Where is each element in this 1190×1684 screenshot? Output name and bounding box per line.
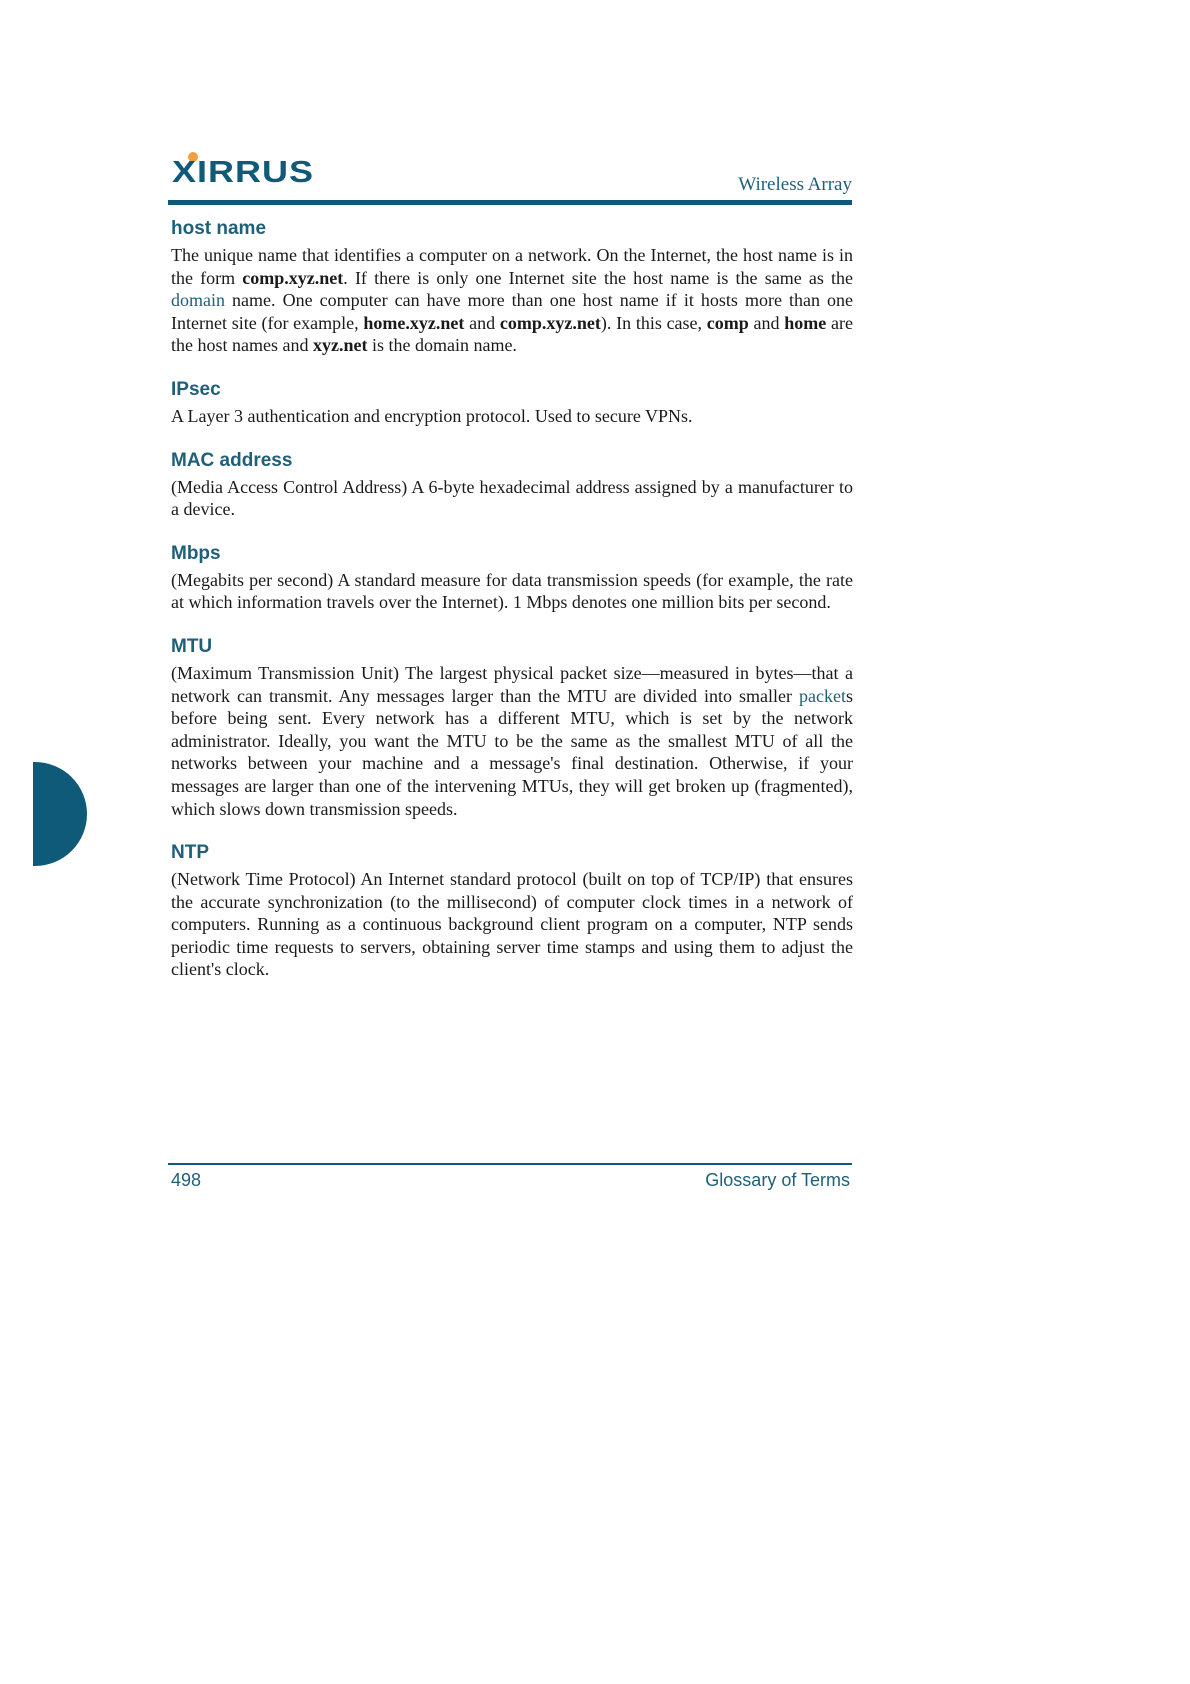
bold-text: home.xyz.net — [363, 312, 465, 333]
glossary-entry — [171, 379, 853, 428]
definition-text: s before being sent. Every network has a different MTU, which is set by the network administrator. Ideally, you want the MTU to be the same as the smallest MTU of all the networks between your machine and a message's final destination. Otherwise, if your messages are larger than one of the intervening MTUs, they will get broken up (fragmented), which slows down transmission speeds. — [171, 685, 853, 819]
cross-reference-link[interactable]: packet — [799, 685, 846, 706]
term-heading: host name — [171, 218, 267, 239]
bold-text: home — [784, 312, 827, 333]
term-heading: NTP — [171, 842, 209, 864]
glossary-entry — [171, 842, 853, 981]
definition-text: and — [464, 312, 500, 333]
term-heading: Mbps — [171, 542, 221, 564]
definition-text: (Megabits per second) A standard measure for data transmission speeds (for example, the rate at which information travels over the Internet). 1 Mbps denotes one million bits per second. — [171, 569, 853, 613]
header-rule — [168, 200, 852, 205]
bold-text: comp.xyz.net — [242, 267, 344, 288]
term-definition — [171, 405, 853, 428]
term-heading: IPsec — [171, 378, 221, 400]
definition-text: and — [748, 312, 785, 333]
term-heading: MAC address — [171, 449, 293, 471]
definition-text: (Maximum Transmission Unit) The largest physical packet size—measured in bytes—that a network can transmit. Any messages larger than the MTU are divided into smaller — [171, 662, 853, 706]
term-heading: MTU — [171, 635, 213, 657]
definition-text: . If there is only one Internet site the host name is the same as the — [343, 267, 853, 288]
term-definition — [171, 476, 853, 521]
bold-text: comp.xyz.net — [499, 312, 601, 333]
glossary-content — [171, 218, 853, 1003]
chapter-side-tab — [33, 762, 87, 866]
glossary-entry — [171, 636, 853, 820]
xirrus-logo — [172, 154, 314, 200]
term-definition — [171, 662, 853, 820]
footer-section-title: Glossary of Terms — [705, 1170, 850, 1190]
bold-text: comp — [706, 312, 749, 333]
definition-text: The unique name that identifies a computer on a network. On the Internet, the host name is in the form — [171, 245, 853, 288]
definition-text: is the domain name. — [367, 335, 517, 356]
page-number: 498 — [171, 1170, 202, 1190]
cross-reference-link[interactable]: domain — [171, 290, 225, 311]
definition-text: (Network Time Protocol) An Internet standard protocol (built on top of TCP/IP) that ensures the accurate synchronization (to the millisecond) of computer clock times in a network of computers. Running as a continuous background client program on a computer, NTP sends periodic time requests to servers, obtaining server time stamps and using them to adjust the client's clock. — [171, 869, 853, 980]
term-definition — [171, 868, 853, 981]
definition-text: A Layer 3 authentication and encryption protocol. Used to secure VPNs. — [171, 405, 693, 426]
definition-text: (Media Access Control Address) A 6-byte hexadecimal address assigned by a manufacturer to a device. — [171, 476, 853, 520]
glossary-entry — [171, 218, 853, 357]
glossary-entry — [171, 450, 853, 521]
term-definition — [171, 569, 853, 614]
term-definition — [171, 244, 853, 357]
bold-text: xyz.net — [312, 335, 368, 356]
definition-text: ). In this case, — [600, 312, 707, 333]
definition-text: name. One computer can have more than one host name if it hosts more than one Internet site (for example, — [171, 290, 853, 333]
footer-rule — [168, 1163, 852, 1165]
logo-text: XIRRUS — [172, 154, 315, 189]
definition-text: are the host names and — [171, 312, 853, 356]
header-title: Wireless Array — [738, 174, 852, 195]
glossary-entry — [171, 543, 853, 614]
